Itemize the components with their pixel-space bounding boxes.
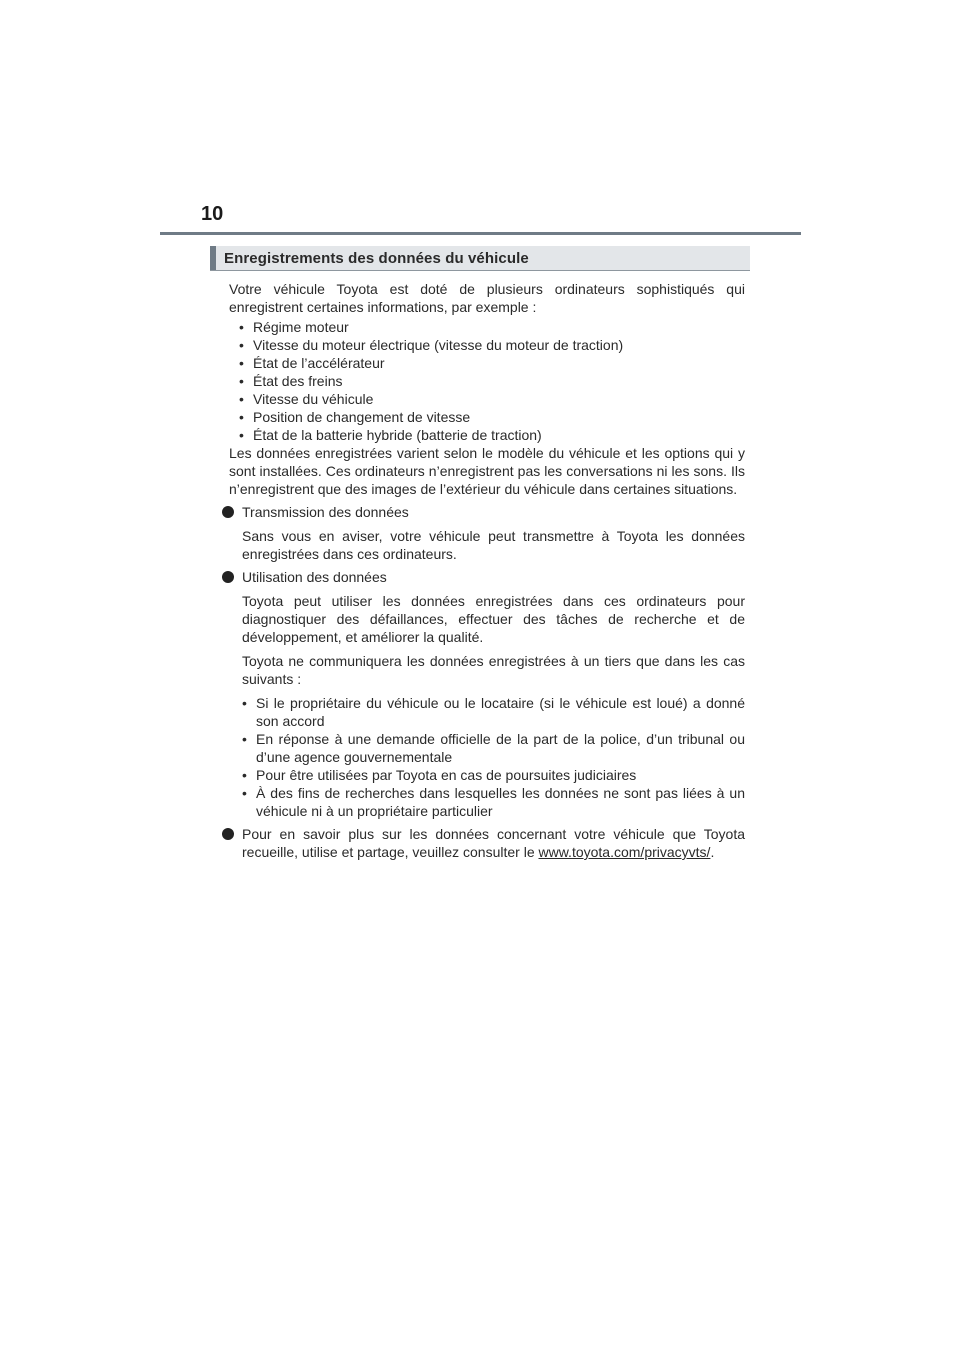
privacy-link[interactable]: www.toyota.com/privacyvts/	[538, 844, 711, 860]
list-item: • Si le propriétaire du véhicule ou le locataire (si le véhicule est loué) a donné son accord	[242, 695, 745, 729]
list-item: • Régime moteur	[239, 319, 349, 335]
list-item: • Vitesse du véhicule	[239, 391, 374, 407]
usage-heading: Utilisation des données	[242, 569, 387, 585]
transmission-text: Sans vous en aviser, votre véhicule peut transmettre à Toyota les données enregistrées dans ces ordinateurs.	[242, 528, 745, 562]
bullet-icon: •	[239, 337, 244, 353]
usage-section	[229, 568, 745, 820]
list-item: • État de l’accélérateur	[239, 355, 385, 371]
bullet-icon: •	[242, 695, 247, 711]
disc-bullet-icon	[222, 571, 234, 583]
list-item: • Vitesse du moteur électrique (vitesse du moteur de traction)	[239, 337, 624, 353]
disc-bullet-icon	[222, 506, 234, 518]
more-info-paragraph: Pour en savoir plus sur les données concernant votre véhicule que Toyota recueille, utilise et partage, veuillez consulter le www.toyota.com/privacyvts/.	[242, 826, 745, 860]
bullet-icon: •	[239, 355, 244, 371]
more-info-section	[229, 825, 745, 861]
list-item: • Position de changement de vitesse	[239, 409, 471, 425]
list-item: • État de la batterie hybride (batterie de traction)	[239, 427, 542, 443]
list-item: • À des fins de recherches dans lesquelles les données ne sont pas liées à un véhicule ni à un propriétaire particulier	[242, 785, 745, 819]
bullet-icon: •	[239, 409, 244, 425]
list-item: • État des freins	[239, 373, 343, 389]
main-content	[229, 280, 745, 861]
usage-text-1: Toyota peut utiliser les données enregistrées dans ces ordinateurs pour diagnostiquer des défaillances, effectuer des tâches de recherche et de développement, et améliorer la qualité.	[242, 593, 745, 645]
bullet-icon: •	[242, 731, 247, 747]
bullet-icon: •	[239, 391, 244, 407]
bullet-icon: •	[239, 427, 244, 443]
section-header-accent-bar	[210, 246, 216, 270]
usage-text-2: Toyota ne communiquera les données enregistrées à un tiers que dans les cas suivants :	[242, 653, 745, 687]
list-item: • Pour être utilisées par Toyota en cas de poursuites judiciaires	[242, 767, 637, 783]
header-rule	[160, 232, 801, 235]
usage-cases-list	[242, 694, 745, 820]
section-header	[210, 246, 750, 271]
bullet-icon: •	[242, 767, 247, 783]
section-title: Enregistrements des données du véhicule	[224, 250, 529, 267]
list-item: • En réponse à une demande officielle de la part de la police, d’un tribunal ou d’une agence gouvernementale	[242, 731, 745, 765]
intro-paragraph: Votre véhicule Toyota est doté de plusieurs ordinateurs sophistiqués qui enregistrent certaines informations, par exemple :	[229, 281, 745, 315]
bullet-icon: •	[239, 373, 244, 389]
disc-bullet-icon	[222, 828, 234, 840]
page-number: 10	[201, 203, 224, 225]
bullet-icon: •	[242, 785, 247, 801]
bullet-icon: •	[239, 319, 244, 335]
transmission-section	[229, 503, 745, 563]
summary-paragraph: Les données enregistrées varient selon le modèle du véhicule et les options qui y sont installées. Ces ordinateurs n’enregistrent pas les conversations ni les sons. Ils n’enregistrent que des images de l’extérieur du véhicule dans certaines situations.	[229, 445, 745, 497]
transmission-heading: Transmission des données	[242, 504, 409, 520]
recorded-items-list	[229, 318, 745, 444]
